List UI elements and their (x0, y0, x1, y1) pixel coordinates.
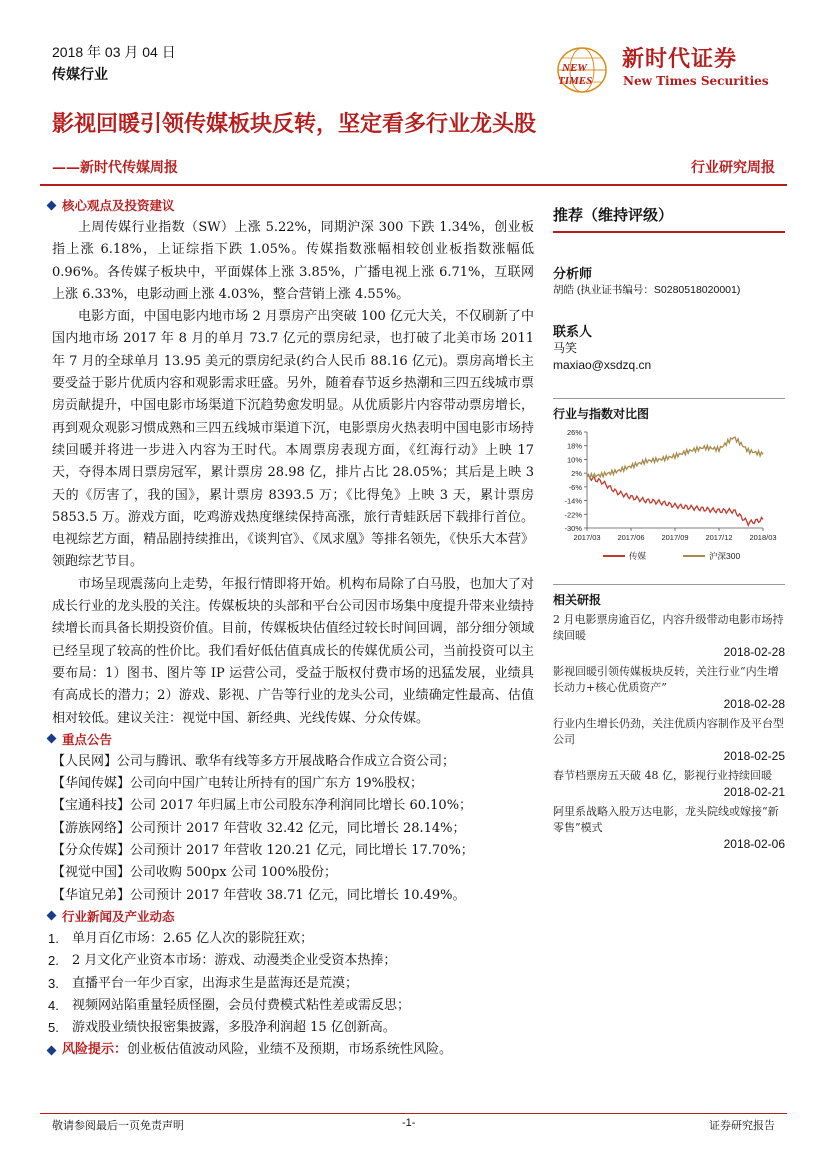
header-divider (40, 184, 787, 186)
x-tick-label: 2017/12 (705, 533, 733, 542)
related-report-title[interactable]: 影视回暖引领传媒板块反转，关注行业“内生增长动力+核心优质资产” (553, 665, 779, 694)
y-tick-label: -22% (564, 510, 582, 520)
x-tick-label: 2018/03 (749, 533, 777, 542)
rating-label: 推荐（维持评级） (553, 204, 785, 233)
logo-text-times: TIMES (558, 75, 593, 87)
x-tick-label: 2017/09 (661, 533, 689, 542)
contact-heading: 联系人 (553, 325, 593, 340)
announcement-item: 【华谊兄弟】公司预计 2017 年营收 38.71 亿元，同比增长 10.49%。 (52, 887, 466, 903)
section-heading-news: 行业新闻及产业动态 (48, 907, 534, 925)
related-report-date: 2018-02-21 (723, 785, 785, 799)
related-report[interactable] (553, 716, 785, 764)
risk-warning: 风险提示： 创业板估值波动风险，业绩不及预期，市场系统性风险。 (48, 1039, 534, 1061)
news-item: 5. 游戏股业绩快报密集披露，多股净利润超 15 亿创新高。 (48, 1020, 396, 1036)
announcement-item: 【宝通科技】公司 2017 年归属上市公司股东净利润同比增长 60.10%； (52, 798, 473, 814)
y-tick-label: -6% (568, 482, 582, 492)
sidebar (553, 204, 785, 852)
related-report-date: 2018-02-06 (723, 837, 785, 851)
series-line (587, 475, 763, 526)
y-tick-label: -14% (564, 496, 582, 506)
news-item: 2. 2 月文化产业资本市场：游戏、动漫类企业受资本热捧； (48, 953, 397, 969)
report-subtitle: ——新时代传媒周报 (52, 160, 178, 176)
related-report-title[interactable]: 阿里系战略入股万达电影，龙头院线或嫁接“新零售”模式 (553, 805, 779, 834)
page-number: -1- (402, 1117, 416, 1129)
report-type: 行业研究周报 (691, 160, 775, 176)
footer-divider (40, 1113, 787, 1114)
comparison-chart (553, 424, 785, 574)
news-item: 3. 直播平台一年少百家，出海求生是蓝海还是荒漠； (48, 975, 359, 991)
diamond-bullet-icon (47, 911, 57, 921)
y-tick-label: 18% (566, 441, 582, 451)
chart-title: 行业与指数对比图 (553, 398, 785, 422)
y-tick-label: 10% (566, 455, 582, 465)
legend-label: 沪深300 (709, 551, 741, 561)
footer-report-label: 证券研究报告 (709, 1119, 775, 1132)
announcement-item: 【华闻传媒】公司向中国广电转让所持有的国广东方 19%股权； (52, 776, 424, 792)
y-tick-label: 2% (571, 469, 582, 479)
core-paragraph-1: 上周传媒行业指数（SW）上涨 5.22%，同期沪深 300 下跌 1.34%，创业板指上涨 6.18%，上证综指下跌 1.05%。传媒指数涨幅相较创业板指数涨幅低 0.96%。各传媒子板块中，平面媒体上涨 3.85%，广播电视上涨 6.71%，互联网上涨 6.33%，电影动画上涨 4.03%，整合营销上涨 4.55%。 (52, 220, 534, 302)
related-report[interactable] (553, 768, 785, 800)
related-report[interactable] (553, 612, 785, 660)
core-paragraph-3: 市场呈现震荡向上走势，年报行情即将开始。机构布局除了白马股，也加大了对成长行业的龙头股的关注。传媒板块的头部和平台公司因市场集中度提升带来业绩持续增长而具备长期投资价值。目前，传媒板块估值经过较长时间回调，部分细分领域已经呈现了较高的性价比。我们看好低估值真成长的传媒优质公司，当前投资可以主要布局：1）图书、图片等 IP 运营公司，受益于版权付费市场的迅猛发展，业绩具有高成长的潜力；2）游戏、影视、广告等行业的龙头公司，业绩确定性最高、估值相对较低。建议关注：视觉中国、新经典、光线传媒、分众传媒。 (52, 576, 534, 726)
x-tick-label: 2017/03 (573, 533, 601, 542)
y-tick-label: -30% (564, 524, 582, 533)
related-reports-heading: 相关研报 (553, 584, 785, 608)
x-tick-label: 2017/06 (617, 533, 645, 542)
analyst-name: 胡皓 (执业证书编号：S0280518020001) (553, 284, 741, 296)
related-report-date: 2018-02-28 (723, 645, 785, 659)
section-heading-announcements: 重点公告 (48, 730, 534, 748)
diamond-bullet-icon (47, 200, 57, 210)
announcement-item: 【人民网】公司与腾讯、歌华有线等多方开展战略合作成立合资公司； (52, 753, 456, 769)
related-report-title[interactable]: 行业内生增长仍劲，关注优质内容制作及平台型公司 (553, 717, 784, 746)
contact-name: 马笑 (553, 341, 578, 355)
announcement-item: 【分众传媒】公司预计 2017 年营收 120.21 亿元，同比增长 17.70%； (52, 843, 474, 859)
related-report[interactable] (553, 804, 785, 852)
report-title: 影视回暖引领传媒板块反转，坚定看多行业龙头股 (52, 111, 537, 137)
news-item: 1. 单月百亿市场：2.65 亿人次的影院狂欢； (48, 930, 314, 946)
diamond-bullet-icon (47, 734, 57, 744)
analyst-heading: 分析师 (553, 267, 593, 282)
core-paragraph-2: 电影方面，中国电影内地市场 2 月票房产出突破 100 亿元大关，不仅刷新了中国内地市场 2017 年 8 月的单月 73.7 亿元的票房纪录，也打破了北美市场 2011 年 7 月的全球单月 13.95 美元的票房纪录(约合人民币 88.16 亿元)。票房高增长主要受益于影片优质内容和观影需求旺盛。另外，随着春节返乡热潮和三四五线城市票房贡献提升，中国电影市场渠道下沉趋势愈发明显。从优质影片内容带动票房增长，再到观众观影习惯成熟和三四五线城市渠道下沉，电影票房火热表明中国电影市场持续回暖并将进一步进入内容为王时代。本周票房表现方面，《红海行动》上映 17 天，夺得本周日票房冠军，累计票房 28.98 亿，排片占比 28.05%；其后是上映 3 天的《厉害了，我的国》，累计票房 8393.5 万；《比得兔》上映 3 天，累计票房 5853.5 万。游戏方面，吃鸡游戏热度继续保持高涨，旅行青蛙跃居下载排行首位。电视综艺方面，精品剧持续推出，《谈判官》、《凤求凰》等排名领先，《快乐大本营》领跑综艺节目。 (52, 309, 534, 570)
related-report[interactable] (553, 664, 785, 712)
footer-disclaimer: 敬请参阅最后一页免责声明 (52, 1119, 184, 1132)
contact-email[interactable]: maxiao@xsdzq.cn (553, 358, 652, 372)
logo-text-new: NEW (562, 62, 588, 74)
related-report-date: 2018-02-28 (723, 697, 785, 711)
announcement-item: 【游族网络】公司预计 2017 年营收 32.42 亿元，同比增长 28.14%； (52, 820, 466, 836)
series-line (587, 437, 763, 478)
brand-name-en: New Times Securities (623, 74, 769, 88)
related-report-title[interactable]: 2 月电影票房逾百亿，内容升级带动电影市场持续回暖 (553, 613, 784, 642)
diamond-bullet-icon (47, 1046, 57, 1056)
industry-label: 传媒行业 (52, 67, 108, 83)
section-heading-core: 核心观点及投资建议 (48, 196, 534, 214)
announcement-item: 【视觉中国】公司收购 500px 公司 100%股份； (52, 865, 338, 881)
legend-label: 传媒 (629, 551, 647, 561)
main-content (44, 196, 534, 1062)
related-report-title[interactable]: 春节档票房五天破 48 亿，影视行业持续回暖 (553, 769, 772, 782)
report-date: 2018 年 03 月 04 日 (52, 44, 176, 60)
news-item: 4. 视频网站陷重量轻质怪圈，会员付费模式粘性差或需反思； (48, 997, 411, 1013)
related-report-date: 2018-02-25 (723, 749, 785, 763)
brand-name-cn: 新时代证券 (622, 46, 738, 72)
y-tick-label: 26% (566, 428, 582, 437)
